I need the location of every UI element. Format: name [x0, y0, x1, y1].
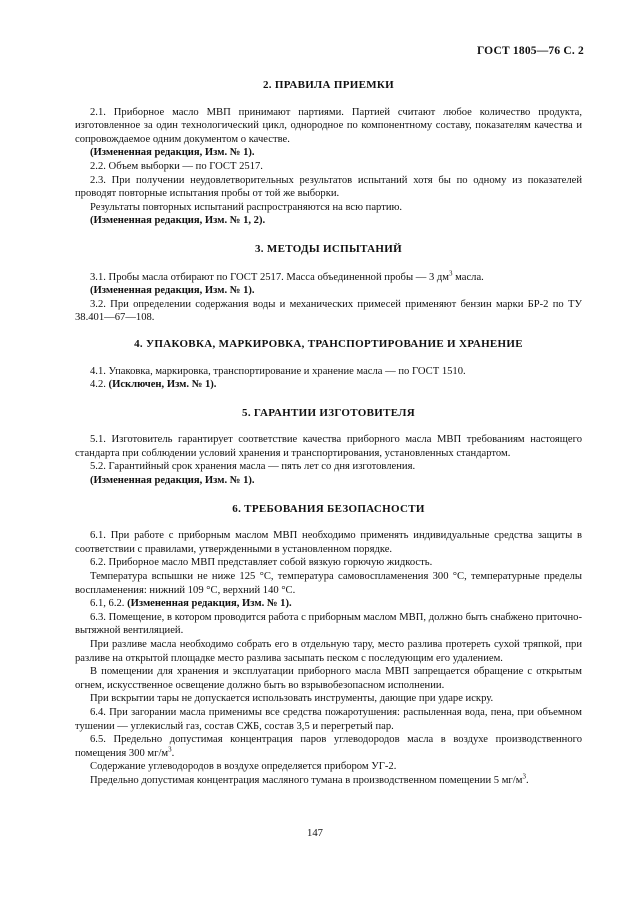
- page-number: 147: [307, 828, 323, 839]
- paragraph-text: масла.: [452, 271, 484, 283]
- paragraph: 2.1. Приборное масло МВП принимают партиями. Партией считают любое количество продукта, изготовленное за один технологический цикл, однородное по компонентному составу, показателям качества и сопровождаемое одним документом о качестве.: [75, 106, 582, 145]
- superscript: 3: [522, 772, 526, 781]
- paragraph: Содержание углеводородов в воздухе определяется прибором УГ-2.: [90, 761, 397, 773]
- amendment-note: (Измененная редакция, Изм. № 1).: [90, 147, 255, 159]
- paragraph: Температура вспышки не ниже 125 °С, температура самовоспламенения 300 °С, температурные пределы воспламенения: нижний 109 °С, верхний 140 °С.: [75, 571, 582, 596]
- page-content: [75, 79, 582, 788]
- paragraph-text: Предельно допустимая концентрация масляного тумана в производственном помещении 5 мг/м: [90, 774, 523, 786]
- paragraph: В помещении для хранения и эксплуатации приборного масла МВП запрещается обращение с открытым огнем, искусственное освещение должно быть во взрывобезопасном исполнении.: [75, 666, 582, 691]
- paragraph: Результаты повторных испытаний распространяются на всю партию.: [90, 201, 403, 213]
- section-title: 2. ПРАВИЛА ПРИЕМКИ: [262, 79, 395, 91]
- superscript: 3: [449, 269, 453, 277]
- section-title: 6. ТРЕБОВАНИЯ БЕЗОПАСНОСТИ: [232, 502, 425, 515]
- paragraph: [75, 774, 582, 788]
- paragraph: [75, 378, 582, 392]
- paragraph: 3.2. При определении содержания воды и механических примесей применяют бензин марки БР-2 по ТУ 38.401—67—108.: [75, 298, 582, 324]
- paragraph: При разливе масла необходимо собрать его в отдельную тару, место разлива протереть сухой тряпкой, при разливе на открытой площадке место разлива засыпать песком с последующим его удалением.: [75, 639, 582, 664]
- paragraph: [75, 271, 582, 285]
- paragraph: 2.2. Объем выборки — по ГОСТ 2517.: [90, 160, 263, 172]
- paragraph: 5.2. Гарантийный срок хранения масла — пять лет со дня изготовления.: [90, 461, 416, 473]
- superscript: 3: [168, 745, 172, 754]
- paragraph: 2.3. При получении неудовлетворительных результатов испытаний хотя бы по одному из показателей проводят повторные испытания пробы от той же выборки.: [75, 174, 582, 200]
- section-title: 4. УПАКОВКА, МАРКИРОВКА, ТРАНСПОРТИРОВАНИЕ И ХРАНЕНИЕ: [134, 337, 523, 350]
- paragraph: [75, 597, 582, 611]
- paragraph-text: 3.1. Пробы масла отбирают по ГОСТ 2517. Масса объединенной пробы — 3 дм: [90, 271, 449, 283]
- page-header: ГОСТ 1805—76 С. 2: [476, 45, 584, 57]
- section-title: 5. ГАРАНТИИ ИЗГОТОВИТЕЛЯ: [242, 406, 415, 419]
- paragraph: 6.1. При работе с приборным маслом МВП необходимо применять индивидуальные средства защиты в соответствии с правилами, утвержденными в установленном порядке.: [75, 530, 582, 555]
- paragraph: 6.4. При загорании масла применимы все средства пожаротушения: распыленная вода, пена, при объемном тушении — углекислый газ, состав СЖБ, состав 3,5 и перегретый пар.: [75, 706, 582, 732]
- amendment-note: (Измененная редакция, Изм. № 1).: [90, 475, 255, 487]
- amendment-note: (Измененная редакция, Изм. № 1, 2).: [90, 215, 266, 227]
- amendment-note: (Исключен, Изм. № 1).: [108, 379, 217, 391]
- paragraph-text: 6.1, 6.2.: [90, 598, 128, 610]
- paragraph: 6.2. Приборное масло МВП представляет собой вязкую горючую жидкость.: [90, 557, 433, 569]
- paragraph: При вскрытии тары не допускается использовать инструменты, дающие при ударе искру.: [90, 693, 494, 705]
- paragraph: 5.1. Изготовитель гарантирует соответствие качества приборного масла МВП требованиям настоящего стандарта при соблюдении условий хранения и транспортирования, установленных стандартом.: [75, 434, 582, 459]
- paragraph-text: .: [171, 747, 175, 759]
- section-title: 3. МЕТОДЫ ИСПЫТАНИЙ: [255, 242, 402, 255]
- paragraph: [75, 733, 582, 760]
- paragraph-text: 6.5. Предельно допустимая концентрация паров углеводородов масла в воздухе производственного помещения 300 мг/м: [75, 734, 582, 759]
- paragraph: 4.1. Упаковка, маркировка, транспортирование и хранение масла — по ГОСТ 1510.: [90, 365, 466, 377]
- amendment-note: (Измененная редакция, Изм. № 1).: [90, 285, 255, 297]
- paragraph-text: 4.2.: [90, 379, 109, 391]
- amendment-note: (Измененная редакция, Изм. № 1).: [127, 598, 292, 610]
- paragraph: 6.3. Помещение, в котором проводится работа с приборным маслом МВП, должно быть снабжено приточно-вытяжной вентиляцией.: [75, 611, 582, 637]
- paragraph-text: .: [525, 774, 529, 786]
